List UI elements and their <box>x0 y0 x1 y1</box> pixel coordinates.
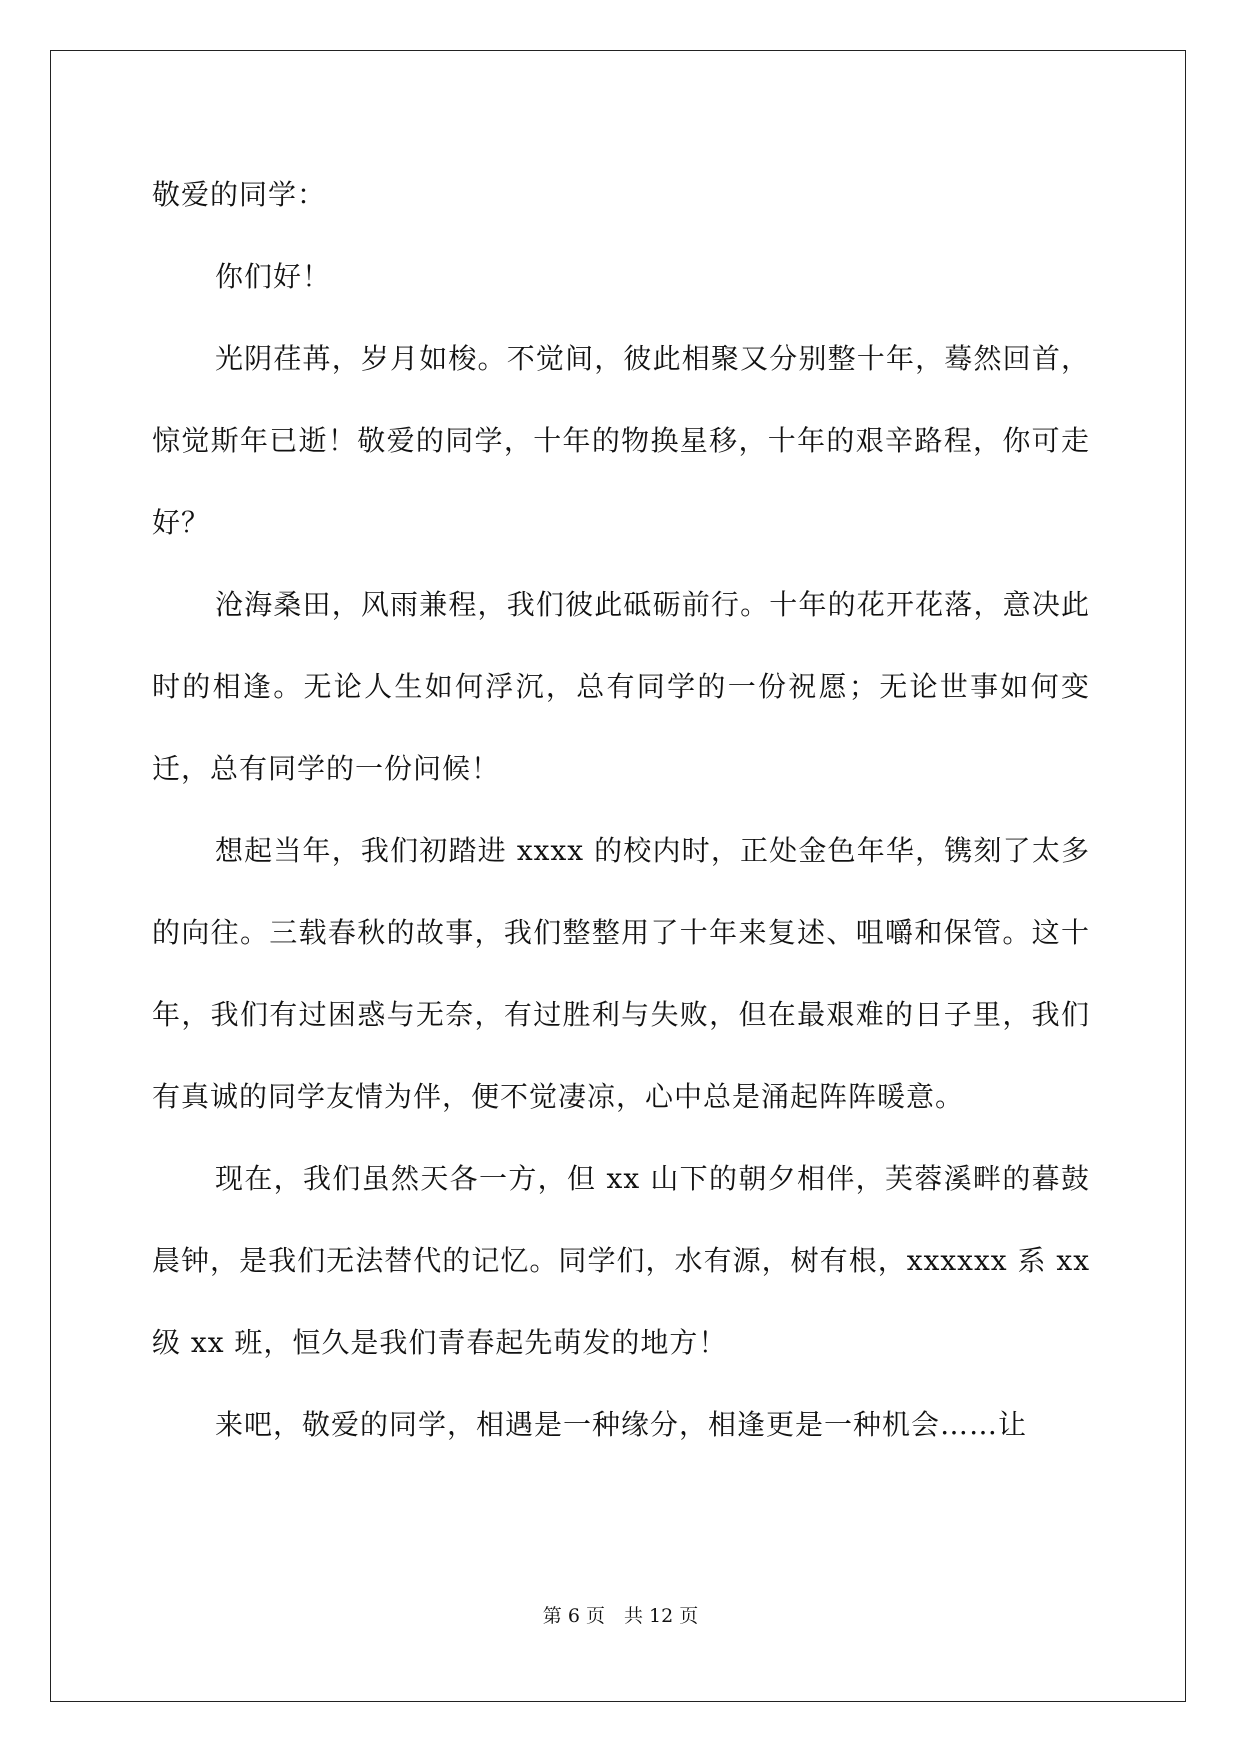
body-paragraph: 想起当年，我们初踏进 xxxx 的校内时，正处金色年华，镌刻了太多的向往。三载春秋的故事，我们整整用了十年来复述、咀嚼和保管。这十年，我们有过困惑与无奈，有过胜利与失败，但在最艰难的日子里，我们有真诚的同学友情为伴，便不觉凄凉，心中总是涌起阵阵暖意。 <box>152 834 1090 1113</box>
salutation: 敬爱的同学： <box>152 178 327 211</box>
letter-body <box>152 154 1090 1466</box>
body-paragraph: 光阴荏苒，岁月如梭。不觉间，彼此相聚又分别整十年，蓦然回首，惊觉斯年已逝！敬爱的同学，十年的物换星移，十年的艰辛路程，你可走好？ <box>152 342 1090 539</box>
body-paragraph: 现在，我们虽然天各一方，但 xx 山下的朝夕相伴，芙蓉溪畔的暮鼓晨钟，是我们无法替代的记忆。同学们，水有源，树有根，xxxxxx 系 xx 级 xx 班，恒久是我们青春起先萌发的地方！ <box>152 1162 1090 1359</box>
body-paragraph: 来吧，敬爱的同学，相遇是一种缘分，相逢更是一种机会……让 <box>215 1408 1028 1441</box>
page-number-footer: 第 6 页 共 12 页 <box>542 1605 699 1627</box>
body-paragraph: 沧海桑田，风雨兼程，我们彼此砥砺前行。十年的花开花落，意决此时的相逢。无论人生如何浮沉，总有同学的一份祝愿；无论世事如何变迁，总有同学的一份问候！ <box>152 588 1090 785</box>
greeting-paragraph: 你们好！ <box>215 260 332 293</box>
